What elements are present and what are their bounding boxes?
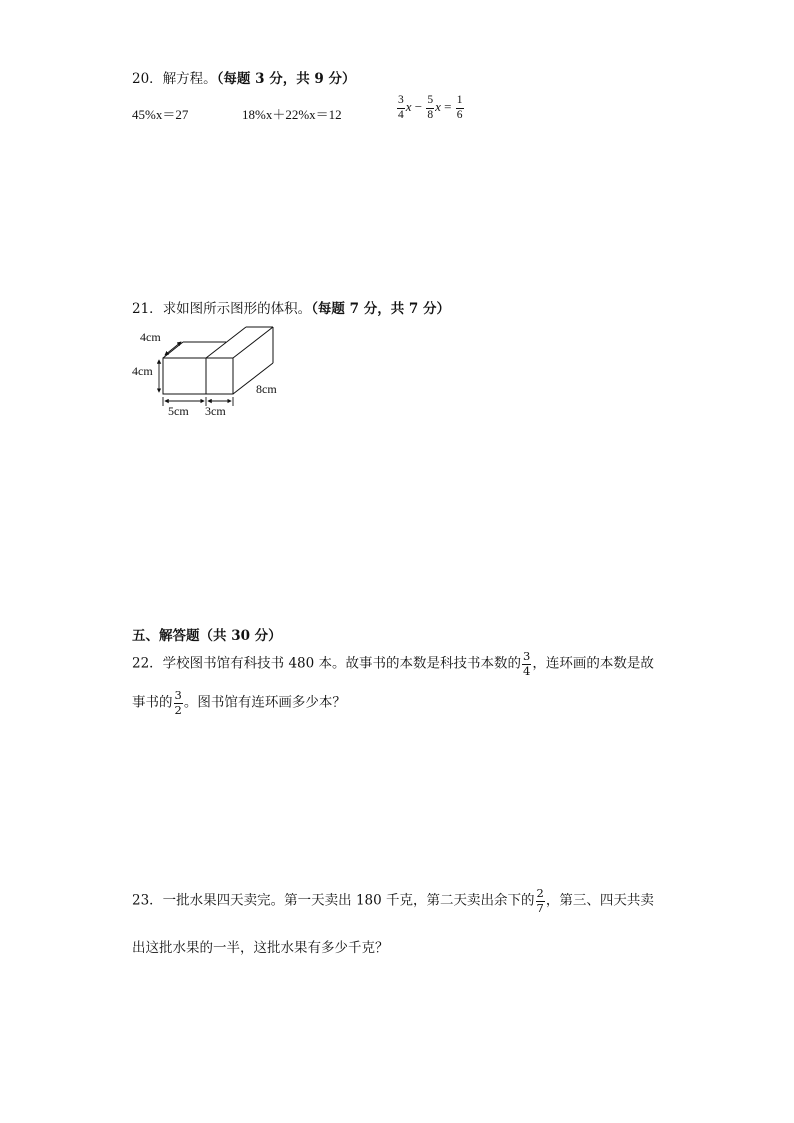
q20-equation-3: $\frac{3}{4}$ x − $\frac{5}{8}$ x = $\frac{1}{6}$ [398, 94, 463, 121]
q21-points: （每题 7 分，共 7 分） [311, 301, 451, 317]
q22-fraction-1: $\frac{3}{4}$ [523, 649, 531, 678]
front-face-left [163, 358, 206, 394]
q20-equation-2: 18%x＋22%x＝12 [242, 107, 342, 122]
q21-solid-figure [130, 322, 300, 422]
q22-line-2: 事书的 $\frac{3}{2}$ 。图书馆有连环画多少本？ [132, 688, 346, 717]
q20-heading [132, 67, 356, 87]
q22-line-1: 22．学校图书馆有科技书 480 本。故事书的本数是科技书本数的 $\frac{3}{4}$ ，连环画的本数是故 [132, 649, 654, 678]
q23-line-1: 23．一批水果四天卖完。第一天卖出 180 千克，第二天卖出余下的 $\frac{2}{7}$ ，第三、四天共卖 [132, 886, 654, 915]
q21-title: 求如图所示图形的体积。 [162, 301, 312, 317]
eq3-fraction-1: $\frac{3}{4}$ [398, 94, 404, 121]
eq3-fraction-2: $\frac{5}{8}$ [427, 94, 434, 121]
q20-points: （每题 3 分，共 9 分） [216, 71, 356, 87]
q23-line-2: 出这批水果的一半，这批水果有多少千克？ [132, 940, 389, 956]
eq3-fraction-3: $\frac{1}{6}$ [456, 94, 463, 121]
q23-fraction: $\frac{2}{7}$ [536, 886, 544, 915]
label-width1: 5cm [168, 404, 189, 418]
q21-number: 21． [132, 301, 163, 317]
section5-title: 五、解答题（共 30 分） [132, 628, 282, 644]
depth-arrow [165, 342, 181, 355]
q20-number: 20． [132, 71, 163, 87]
label-long: 8cm [256, 382, 277, 396]
q20-title: 解方程。 [162, 71, 217, 87]
q21-heading [132, 297, 450, 317]
q22-fraction-2: $\frac{3}{2}$ [174, 688, 182, 717]
label-depth: 4cm [140, 330, 161, 344]
label-height: 4cm [132, 364, 153, 378]
dimension-arrows [159, 342, 233, 406]
label-width2: 3cm [205, 404, 226, 418]
q20-equation-1: 45%x＝27 [132, 107, 189, 122]
front-face-right [206, 358, 233, 394]
